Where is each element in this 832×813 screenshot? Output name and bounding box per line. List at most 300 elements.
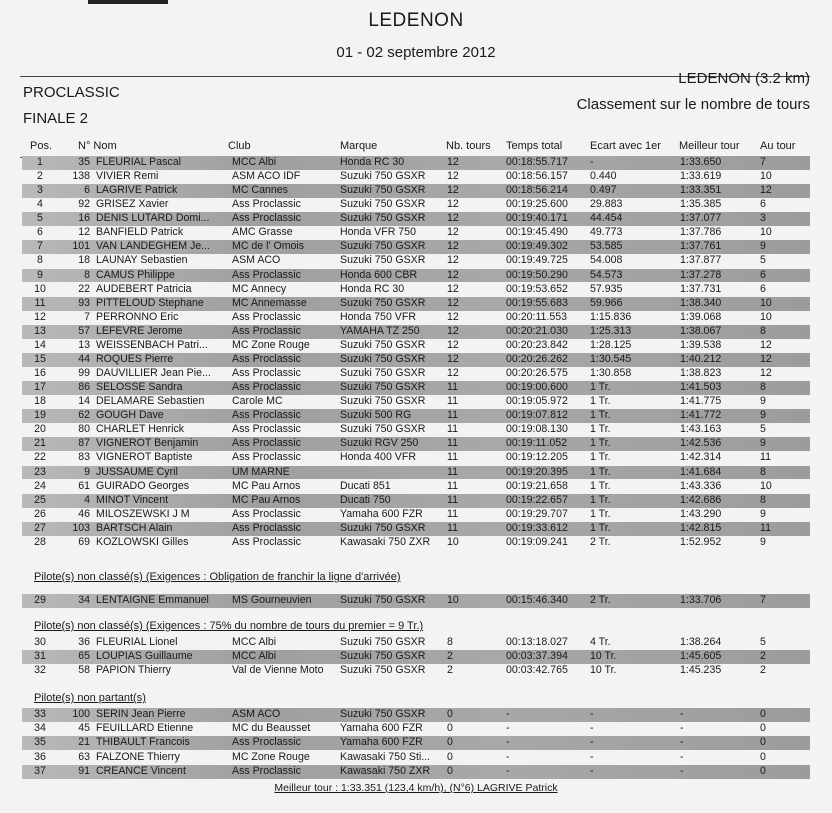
cell-lap: 7 [760,156,766,168]
cell-make: Suzuki 750 GSXR [340,184,426,197]
cell-lap: 12 [760,184,772,197]
cell-best: 1:37.077 [680,212,722,225]
session-label: FINALE 2 [23,110,89,127]
table-row [22,156,810,170]
cell-best: 1:42.536 [680,437,722,450]
cell-time: 00:19:21.658 [506,479,568,492]
cell-name: DELAMARE Sebastien [96,395,205,408]
cell-num: 83 [78,451,90,464]
cell-gap: 1 Tr. [590,423,611,436]
cell-laps: 12 [447,352,459,365]
cell-name: LEFEVRE Jerome [96,324,183,337]
cell-name: VAN LANDEGHEM Je... [96,240,211,253]
cell-num: 62 [78,409,90,422]
cell-num: 91 [78,764,90,777]
cell-make: Suzuki RGV 250 [340,437,419,450]
cell-best: - [680,764,684,777]
cell-num: 34 [78,594,90,606]
table-row [22,254,810,268]
cell-gap: 1 Tr. [590,437,611,450]
table-row [22,451,810,465]
cell-time: 00:19:53.652 [506,282,568,295]
cell-num: 65 [78,650,90,663]
cell-lap: 9 [760,395,766,408]
cell-laps: 10 [447,594,459,606]
cell-lap: 5 [760,423,766,436]
col-header-total-time: Temps total [506,140,563,152]
cell-pos: 22 [34,451,46,464]
cell-best: 1:37.786 [680,226,722,239]
cell-name: PERRONNO Eric [96,310,179,323]
cell-num: 18 [78,254,90,267]
cell-num: 9 [84,465,90,478]
cell-pos: 18 [34,395,46,408]
cell-make: Honda 750 VFR [340,310,416,323]
event-dates: 01 - 02 septembre 2012 [336,44,496,61]
cell-make: Suzuki 750 GSXR [340,594,426,606]
cell-pos: 26 [34,507,46,520]
cell-pos: 8 [37,254,43,267]
cell-club: Ass Proclassic [232,352,301,365]
cell-laps: 11 [447,521,458,534]
cell-num: 6 [84,184,90,197]
cell-laps: 12 [447,226,459,239]
cell-lap: 6 [760,282,766,295]
col-header-gap: Ecart avec 1er [590,140,661,152]
cell-gap: 1 Tr. [590,409,611,422]
cell-lap: 9 [760,535,766,548]
cell-club: Ass Proclassic [232,198,301,211]
cell-time: 00:19:22.657 [506,493,568,506]
cell-num: 63 [78,750,90,763]
cell-name: VIGNEROT Baptiste [96,451,193,464]
cell-club: MS Gourneuvien [232,594,312,606]
cell-best: 1:37.761 [680,240,722,253]
cell-club: ASM ACO IDF [232,170,301,183]
cell-name: MILOSZEWSKI J M [96,507,190,520]
cell-lap: 7 [760,594,766,606]
cell-club: Ass Proclassic [232,367,301,380]
cell-laps: 0 [447,764,453,777]
cell-num: 86 [78,381,90,394]
cell-best: 1:33.619 [680,170,722,183]
cell-time: 00:19:11.052 [506,437,568,450]
cell-name: AUDEBERT Patricia [96,282,192,295]
cell-club: Ass Proclassic [232,324,301,337]
cell-club: MC Zone Rouge [232,338,310,351]
cell-time: 00:20:26.262 [506,352,568,365]
cell-name: FEUILLARD Etienne [96,722,194,735]
cell-best: 1:39.068 [680,310,722,323]
cell-pos: 13 [34,324,46,337]
cell-make: Suzuki 750 GSXR [340,395,426,408]
cell-name: BARTSCH Alain [96,521,173,534]
cell-gap: 1:15.836 [590,310,632,323]
cell-best: 1:52.952 [680,535,722,548]
col-header-on-lap: Au tour [760,140,796,152]
cell-laps: 0 [447,736,453,749]
cell-make: Yamaha 600 FZR [340,722,423,735]
cell-name: DENIS LUTARD Domi... [96,212,210,225]
cell-gap: - [590,708,594,720]
cell-time: 00:19:25.600 [506,198,568,211]
cell-lap: 0 [760,736,766,749]
cell-name: WEISSENBACH Patri... [96,338,208,351]
cell-gap: 59.966 [590,296,623,309]
cell-laps: 12 [447,338,459,351]
cell-best: 1:38.823 [680,367,722,380]
col-header-laps: Nb. tours [446,140,491,152]
cell-num: 8 [84,268,90,281]
cell-name: LAGRIVE Patrick [96,184,178,197]
cell-num: 36 [78,636,90,648]
cell-club: Ass Proclassic [232,212,301,225]
cell-gap: 1 Tr. [590,451,611,464]
table-row [22,480,810,494]
cell-time: 00:19:05.972 [506,395,568,408]
cell-laps: 11 [447,395,458,408]
cell-laps: 12 [447,198,459,211]
cell-lap: 0 [760,750,766,763]
cell-pos: 35 [34,736,46,749]
cell-lap: 9 [760,409,766,422]
cell-time: 00:15:46.340 [506,594,568,606]
cell-lap: 2 [760,650,766,663]
cell-time: 00:19:07.812 [506,409,568,422]
cell-pos: 32 [34,664,46,677]
cell-lap: 10 [760,310,772,323]
cell-time: 00:19:08.130 [506,423,568,436]
cell-club: Ass Proclassic [232,451,301,464]
table-row [22,466,810,480]
cell-gap: - [590,722,594,735]
cell-pos: 27 [34,521,46,534]
table-row [22,297,810,311]
cell-time: 00:19:00.600 [506,381,568,394]
cell-pos: 31 [34,650,46,663]
ranking-label: Classement sur le nombre de tours [576,96,810,113]
table-row [22,269,810,283]
cell-laps: 11 [447,507,458,520]
cell-lap: 3 [760,212,766,225]
col-header-club: Club [228,140,251,152]
cell-pos: 33 [34,708,46,720]
cell-time: - [506,764,510,777]
cell-best: 1:41.775 [680,395,722,408]
cell-make: Suzuki 750 GSXR [340,352,426,365]
cell-time: 00:19:40.171 [506,212,568,225]
cell-make: Honda 600 CBR [340,268,418,281]
cell-lap: 10 [760,170,772,183]
table-row [22,594,810,608]
cell-laps: 11 [447,381,458,394]
cell-club: Carole MC [232,395,283,408]
cell-make: Kawasaki 750 ZXR [340,764,431,777]
cell-club: MCC Albi [232,156,277,168]
table-row [22,494,810,508]
cell-pos: 2 [37,170,43,183]
cell-make: Honda VFR 750 [340,226,416,239]
table-row [22,381,810,395]
cell-pos: 25 [34,493,46,506]
cell-make: Suzuki 750 GSXR [340,423,426,436]
cell-best: 1:38.067 [680,324,722,337]
cell-num: 69 [78,535,90,548]
cell-club: AMC Grasse [232,226,293,239]
cell-num: 4 [84,493,90,506]
cell-lap: 9 [760,437,766,450]
cell-club: MC Pau Arnos [232,479,301,492]
cell-lap: 5 [760,254,766,267]
cell-best: 1:42.815 [680,521,722,534]
cell-lap: 8 [760,493,766,506]
table-row [22,423,810,437]
cell-name: THIBAULT Francois [96,736,190,749]
cell-best: 1:43.290 [680,507,722,520]
cell-time: 00:20:26.575 [506,367,568,380]
cell-gap: 1 Tr. [590,395,611,408]
cell-make: Suzuki 750 GSXR [340,521,426,534]
cell-gap: 1 Tr. [590,479,611,492]
cell-time: 00:19:49.302 [506,240,568,253]
cell-lap: 10 [760,226,772,239]
cell-lap: 8 [760,324,766,337]
cell-time: 00:20:21.030 [506,324,568,337]
cell-best: 1:45.605 [680,650,722,663]
cell-lap: 12 [760,338,772,351]
table-row [22,751,810,765]
cell-lap: 2 [760,664,766,677]
cell-time: - [506,750,510,763]
cell-time: - [506,736,510,749]
cell-lap: 6 [760,268,766,281]
cell-num: 57 [78,324,90,337]
circuit-label: LEDENON (3.2 km) [678,70,810,87]
cell-name: MINOT Vincent [96,493,169,506]
cell-club: MC Annecy [232,282,287,295]
table-row [22,722,810,736]
cell-time: 00:19:09.241 [506,535,568,548]
cell-time: 00:18:56.157 [506,170,568,183]
cell-num: 44 [78,352,90,365]
cell-name: BANFIELD Patrick [96,226,184,239]
table-row [22,536,810,550]
cell-club: MCC Albi [232,636,277,648]
cell-pos: 30 [34,636,46,648]
cell-num: 22 [78,282,90,295]
best-lap-footer: Meilleur tour : 1:33.351 (123,4 km/h), (N°6) LAGRIVE Patrick [274,782,558,794]
cell-make: Kawasaki 750 ZXR [340,535,431,548]
cell-best: 1:39.538 [680,338,722,351]
cell-lap: 12 [760,367,772,380]
cell-name: GOUGH Dave [96,409,164,422]
cell-laps: 10 [447,535,459,548]
cell-make: Yamaha 600 FZR [340,736,423,749]
cell-name: SELOSSE Sandra [96,381,183,394]
cell-make: Kawasaki 750 Sti... [340,750,431,763]
cell-club: Ass Proclassic [232,381,301,394]
cell-make: Yamaha 600 FZR [340,507,423,520]
cell-best: 1:37.731 [680,282,722,295]
cell-make: Suzuki 750 GSXR [340,636,426,648]
cell-make: Suzuki 750 GSXR [340,367,426,380]
table-row [22,650,810,664]
section-title-not-enough-laps: Pilote(s) non classé(s) (Exigences : 75% du nombre de tours du premier = 9 Tr.) [34,620,424,632]
cell-pos: 17 [34,381,46,394]
cell-name: LOUPIAS Guillaume [96,650,193,663]
cell-gap: - [590,156,594,168]
cell-num: 99 [78,367,90,380]
cell-best: 1:41.503 [680,381,722,394]
cell-name: FALZONE Thierry [96,750,180,763]
cell-gap: 1 Tr. [590,521,611,534]
cell-name: JUSSAUME Cyril [96,465,178,478]
cell-gap: 1 Tr. [590,493,611,506]
cell-pos: 1 [37,156,43,168]
cell-pos: 34 [34,722,46,735]
cell-best: 1:37.278 [680,268,722,281]
cell-lap: 10 [760,479,772,492]
cell-lap: 12 [760,352,772,365]
cell-time: 00:18:56.214 [506,184,568,197]
cell-name: CAMUS Philippe [96,268,175,281]
cell-pos: 19 [34,409,46,422]
cell-laps: 12 [447,212,459,225]
cell-laps: 2 [447,650,453,663]
cell-club: Ass Proclassic [232,736,301,749]
cell-gap: 2 Tr. [590,594,611,606]
cell-time: - [506,722,510,735]
cell-name: DAUVILLIER Jean Pie... [96,367,211,380]
cell-laps: 11 [447,479,458,492]
cell-time: 00:03:37.394 [506,650,568,663]
cell-club: MC Annemasse [232,296,307,309]
cell-laps: 12 [447,324,459,337]
table-row [22,184,810,198]
cell-laps: 12 [447,367,459,380]
cell-num: 45 [78,722,90,735]
cell-laps: 12 [447,296,459,309]
category-label: PROCLASSIC [23,84,120,101]
cell-laps: 11 [447,493,458,506]
cell-club: UM MARNE [232,465,290,478]
cell-gap: 1:30.858 [590,367,632,380]
cell-laps: 11 [447,409,458,422]
cell-best: 1:42.686 [680,493,722,506]
cell-laps: 11 [447,465,458,478]
cell-laps: 12 [447,240,459,253]
cell-make: Honda RC 30 [340,156,405,168]
table-row [22,226,810,240]
cell-num: 58 [78,664,90,677]
cell-pos: 6 [37,226,43,239]
cell-num: 7 [84,310,90,323]
col-header-pos: Pos. [30,140,53,152]
cell-lap: 8 [760,381,766,394]
cell-laps: 12 [447,184,459,197]
cell-lap: 10 [760,296,772,309]
table-row [22,636,810,650]
cell-gap: 1 Tr. [590,465,611,478]
cell-pos: 37 [34,764,46,777]
cell-lap: 0 [760,722,766,735]
cell-pos: 24 [34,479,46,492]
cell-club: Val de Vienne Moto [232,664,324,677]
cell-gap: 1 Tr. [590,381,611,394]
cell-pos: 9 [37,268,43,281]
cell-best: 1:41.684 [680,465,722,478]
cell-name: GRISEZ Xavier [96,198,169,211]
table-row [22,367,810,381]
cell-time: 00:19:45.490 [506,226,568,239]
cell-lap: 11 [760,451,771,464]
cell-gap: - [590,764,594,777]
cell-num: 138 [72,170,90,183]
cell-num: 92 [78,198,90,211]
cell-club: MC Zone Rouge [232,750,310,763]
cell-name: LENTAIGNE Emmanuel [96,594,209,606]
cell-laps: 12 [447,170,459,183]
cell-best: 1:45.235 [680,664,722,677]
cell-make: Ducati 851 [340,479,391,492]
cell-club: Ass Proclassic [232,521,301,534]
cell-make: Suzuki 750 GSXR [340,254,426,267]
cell-gap: 1:28.125 [590,338,632,351]
cell-make: YAMAHA TZ 250 [340,324,420,337]
cell-make: Suzuki 750 GSXR [340,296,426,309]
cell-lap: 8 [760,465,766,478]
cell-pos: 16 [34,367,46,380]
col-header-name: N° Nom [78,140,117,152]
cell-time: 00:19:33.612 [506,521,568,534]
cell-make: Suzuki 750 GSXR [340,381,426,394]
cell-best: 1:43.163 [680,423,722,436]
cell-club: MCC Albi [232,650,277,663]
cell-pos: 4 [37,198,43,211]
cell-make: Suzuki 750 GSXR [340,170,426,183]
cell-gap: 44.454 [590,212,623,225]
cell-club: ASM ACO [232,708,281,720]
cell-make: Honda RC 30 [340,282,405,295]
cell-club: MC du Beausset [232,722,311,735]
cell-best: 1:33.706 [680,594,722,606]
cell-gap: 29.883 [590,198,623,211]
cell-laps: 12 [447,310,459,323]
cell-club: Ass Proclassic [232,507,301,520]
table-row [22,508,810,522]
cell-gap: 2 Tr. [590,535,611,548]
cell-best: 1:38.264 [680,636,722,648]
cell-pos: 14 [34,338,46,351]
cell-laps: 12 [447,268,459,281]
cell-best: - [680,722,684,735]
cell-name: VIVIER Remi [96,170,159,183]
cell-num: 46 [78,507,90,520]
cell-lap: 0 [760,708,766,720]
table-row [22,339,810,353]
table-row [22,311,810,325]
cell-pos: 5 [37,212,43,225]
cell-make: Suzuki 750 GSXR [340,198,426,211]
col-header-make: Marque [340,140,378,152]
cell-num: 80 [78,423,90,436]
cell-name: FLEURIAL Pascal [96,156,181,168]
cell-pos: 7 [37,240,43,253]
cell-pos: 23 [34,465,46,478]
cell-best: 1:37.877 [680,254,722,267]
cell-best: - [680,708,684,720]
cell-num: 35 [78,156,90,168]
